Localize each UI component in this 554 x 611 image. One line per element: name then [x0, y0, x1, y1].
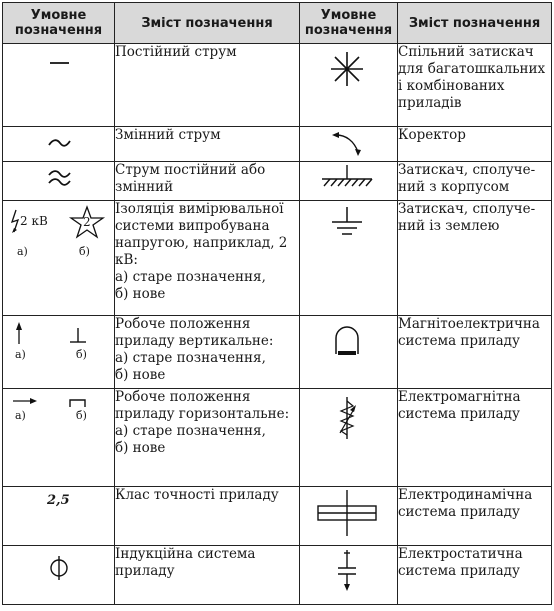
- dc-line-icon: [3, 44, 115, 126]
- description: Постійний струм: [115, 44, 300, 127]
- table-row: [3, 316, 552, 389]
- description: Коректор: [398, 127, 552, 162]
- description: Клас точності приладу: [115, 487, 300, 546]
- symbol-cell: [3, 201, 115, 316]
- table-row: [3, 162, 552, 201]
- induction-icon: [3, 546, 115, 604]
- table-row: [3, 487, 552, 546]
- electrodynamic-icon: [300, 487, 398, 545]
- symbol-cell: [300, 201, 398, 316]
- symbol-cell: [3, 127, 115, 162]
- symbol-cell: [3, 316, 115, 389]
- description: Затискач, сполучений з корпусом: [398, 162, 552, 201]
- description: Електродинамічна система приладу: [398, 487, 552, 546]
- ac-tilde-icon: [3, 127, 115, 161]
- table-row: [3, 389, 552, 487]
- label-b: б): [76, 409, 87, 422]
- description: Затискач, сполучений із землею: [398, 201, 552, 316]
- accuracy-class-value: 2,5: [47, 493, 70, 508]
- header-row: [3, 3, 552, 44]
- symbol-cell: [300, 127, 398, 162]
- description: Робоче положення приладу горизонтальне: а) старе позначення, б) нове: [115, 389, 300, 487]
- table-row: [3, 201, 552, 316]
- label-b: б): [76, 348, 87, 361]
- magnetoelectric-icon: [300, 316, 398, 388]
- description: Електростатична система приладу: [398, 546, 552, 605]
- description: Робоче положення приладу вертикальне: а) старе позначення, б) нове: [115, 316, 300, 389]
- description: Спільний затискач для багатошкальних і комбінованих приладів: [398, 44, 552, 127]
- asterisk-terminal-icon: [300, 44, 398, 126]
- symbol-cell: [300, 162, 398, 201]
- description: Змінний струм: [115, 127, 300, 162]
- header-symbol-right: Умовне позначення: [300, 3, 398, 44]
- symbol-cell: [300, 44, 398, 127]
- earth-ground-icon: [300, 201, 398, 315]
- label-a: а): [15, 409, 26, 422]
- header-content-right: Зміст позначення: [398, 3, 552, 44]
- corrector-arrow-icon: [300, 127, 398, 161]
- header-symbol-left: Умовне позначення: [3, 3, 115, 44]
- horizontal-position-icon: [3, 389, 115, 486]
- table-row: [3, 44, 552, 127]
- label-a: а): [15, 348, 26, 361]
- star-number: 2: [83, 215, 91, 229]
- symbol-cell: [300, 546, 398, 605]
- symbol-cell: [3, 162, 115, 201]
- symbol-cell: [3, 546, 115, 605]
- symbol-cell: [3, 487, 115, 546]
- symbol-cell: [300, 316, 398, 389]
- symbol-cell: [3, 44, 115, 127]
- description: Ізоляція вимірювальної системи випробувана напругою, наприклад, 2 кВ: а) старе позначення, б) нове: [115, 201, 300, 316]
- table-row: [3, 546, 552, 605]
- description: Магнітоелектрична система приладу: [398, 316, 552, 389]
- electrostatic-icon: [300, 546, 398, 604]
- voltage-label: 2 кВ: [20, 214, 48, 228]
- symbol-cell: [300, 389, 398, 487]
- description: Електромагнітна система приладу: [398, 389, 552, 487]
- header-content-left: Зміст позначення: [115, 3, 300, 44]
- symbol-cell: [3, 389, 115, 487]
- chassis-ground-icon: [300, 162, 398, 200]
- ac-dc-double-tilde-icon: [3, 162, 115, 200]
- label-b: б): [79, 245, 90, 258]
- symbol-cell: [300, 487, 398, 546]
- symbols-table: [2, 2, 552, 605]
- label-a: а): [17, 245, 28, 258]
- table-row: [3, 127, 552, 162]
- electromagnetic-icon: [300, 389, 398, 486]
- description: Індукційна система приладу: [115, 546, 300, 605]
- description: Струм постійний або змінний: [115, 162, 300, 201]
